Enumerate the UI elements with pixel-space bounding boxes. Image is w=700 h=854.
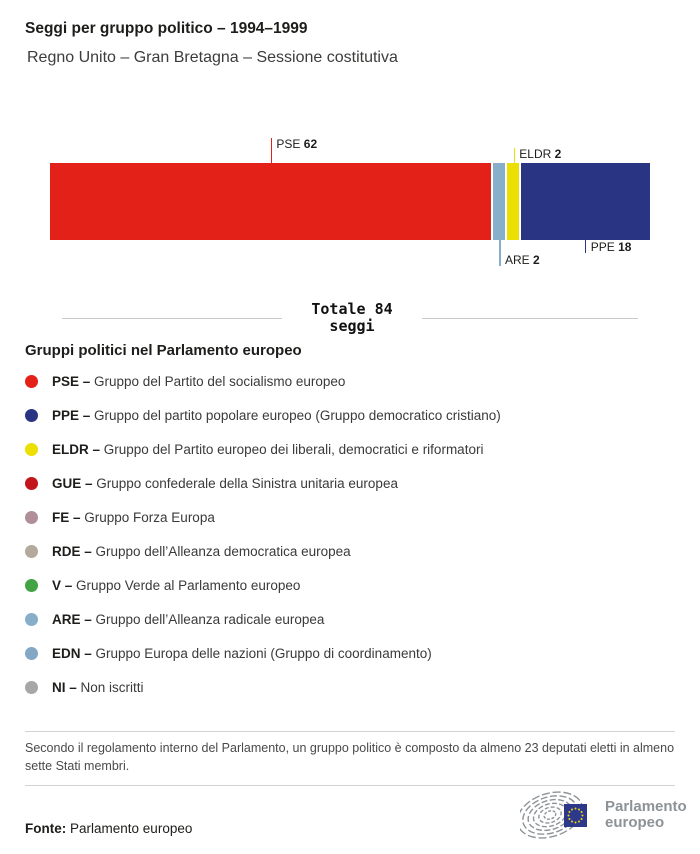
total-line1 (311, 301, 392, 318)
eu-flag-icon (564, 804, 587, 827)
ep-logo-text-line2: europeo (605, 814, 665, 831)
legend-item-gue (25, 466, 680, 500)
callout-group-value: 2 (554, 147, 562, 161)
source-label: Fonte: (25, 821, 67, 836)
legend-item-text: NI – Non iscritti (52, 679, 144, 695)
footnote-rule-bottom (25, 785, 675, 786)
legend-item-text: ELDR – Gruppo del Partito europeo dei liberali, democratici e riformatori (52, 441, 484, 457)
legend-item-fe (25, 500, 680, 534)
ep-logo-text (605, 799, 687, 831)
legend-item-text: GUE – Gruppo confederale della Sinistra unitaria europea (52, 475, 398, 491)
legend-color-dot (25, 443, 38, 456)
callout-group-name: ARE (505, 253, 534, 267)
footnote-rule-top (25, 731, 675, 732)
legend-item-text: FE – Gruppo Forza Europa (52, 509, 215, 525)
callout-label-are (505, 254, 540, 267)
legend-item-text: PPE – Gruppo del partito popolare europeo (Gruppo democratico cristiano) (52, 407, 501, 423)
callout-group-name: PSE (276, 137, 304, 151)
legend-item-text: PSE – Gruppo del Partito del socialismo europeo (52, 373, 346, 389)
legend-item-v (25, 568, 680, 602)
legend-item-pse (25, 364, 680, 398)
legend-list (25, 364, 680, 704)
legend-color-dot (25, 409, 38, 422)
total-callout (311, 301, 392, 335)
legend-item-text: RDE – Gruppo dell’Alleanza democratica europea (52, 543, 351, 559)
legend-item-are (25, 602, 680, 636)
callout-tick-are (499, 240, 501, 266)
callout-group-name: ELDR (519, 147, 555, 161)
legend-item-ni (25, 670, 680, 704)
legend-item-text: EDN – Gruppo Europa delle nazioni (Gruppo di coordinamento) (52, 645, 432, 661)
callout-label-ppe (591, 241, 632, 254)
callout-group-value: 2 (533, 253, 540, 267)
callout-group-name: PPE (590, 240, 619, 254)
divider-line-left (62, 318, 282, 319)
legend-item-eldr (25, 432, 680, 466)
legend-heading: Gruppi politici nel Parlamento europeo (25, 342, 302, 359)
total-label: Totale (311, 300, 366, 318)
total-seats-divider (0, 301, 700, 335)
footnote-text: Secondo il regolamento interno del Parlamento, un gruppo politico è composto da almeno 23 deputati eletti in almeno sette Stati membri. (25, 741, 675, 773)
legend-color-dot (25, 613, 38, 626)
seats-bar-chart (50, 137, 650, 267)
legend-item-text: ARE – Gruppo dell’Alleanza radicale europea (52, 611, 325, 627)
legend-item-rde (25, 534, 680, 568)
legend-color-dot (25, 511, 38, 524)
callout-group-value: 62 (303, 137, 318, 151)
legend-color-dot (25, 545, 38, 558)
page-subtitle: Regno Unito – Gran Bretagna – Sessione costitutiva (27, 49, 398, 66)
legend-color-dot (25, 477, 38, 490)
callout-tick-pse (271, 138, 273, 163)
legend-item-ppe (25, 398, 680, 432)
legend-color-dot (25, 375, 38, 388)
callout-tick-ppe (585, 240, 587, 253)
ep-logo (520, 789, 687, 841)
source-line (25, 821, 192, 836)
legend-color-dot (25, 647, 38, 660)
total-value: 84 (374, 300, 393, 318)
page-title: Seggi per gruppo politico – 1994–1999 (25, 20, 308, 37)
bar-callouts (50, 137, 650, 267)
ep-logo-text-line1: Parlamento (605, 798, 687, 815)
divider-line-right (422, 318, 638, 319)
legend-item-text: V – Gruppo Verde al Parlamento europeo (52, 577, 301, 593)
ep-hemicycle-icon (520, 789, 598, 841)
source-value: Parlamento europeo (70, 821, 193, 836)
total-unit: seggi (329, 317, 375, 335)
callout-label-pse (276, 138, 317, 151)
callout-label-eldr (519, 148, 561, 161)
legend-item-edn (25, 636, 680, 670)
callout-tick-eldr (514, 148, 516, 163)
legend-color-dot (25, 681, 38, 694)
legend-color-dot (25, 579, 38, 592)
callout-group-value: 18 (618, 240, 632, 254)
